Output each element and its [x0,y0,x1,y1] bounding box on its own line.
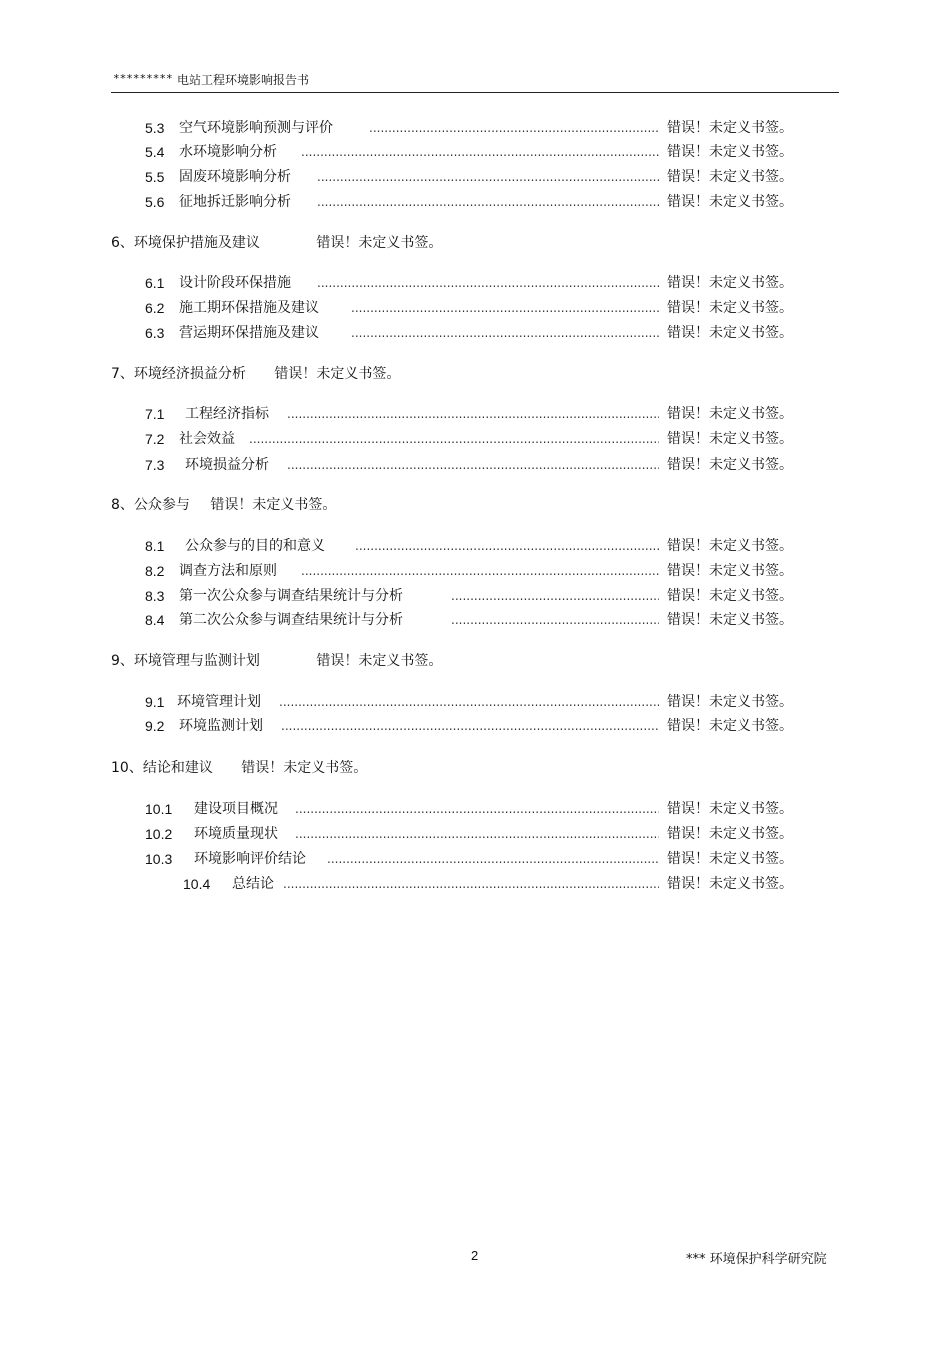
toc-leader [317,192,659,212]
toc-entry-number: 6.3 [145,325,165,341]
toc-chapter-error: 错误！未定义书签。 [210,497,337,513]
toc-chapter-label: 7、环境经济损益分析 [111,366,246,382]
toc-entry-label: 施工期环保措施及建议 [179,300,319,316]
page-header [111,66,839,93]
toc-leader [301,561,659,581]
toc-leader [327,849,659,869]
toc-entry-number: 9.1 [145,694,165,710]
toc-entry-label: 水环境影响分析 [179,144,277,160]
toc-entry[interactable] [145,142,805,162]
page-number: 2 [471,1248,479,1263]
toc-entry-label: 总结论 [232,876,274,892]
toc-entry[interactable] [145,849,805,869]
toc-entry-error: 错误！未定义书签。 [667,431,793,447]
toc-chapter-error: 错误！未定义书签。 [241,760,368,776]
toc-entry-error: 错误！未定义书签。 [667,876,793,892]
toc-entry-label: 第一次公众参与调查结果统计与分析 [179,588,403,604]
toc-entry-label: 第二次公众参与调查结果统计与分析 [179,612,403,628]
toc-chapter[interactable] [111,495,336,515]
toc-entry-number: 8.2 [145,563,165,579]
toc-entry-number: 10.3 [145,851,173,867]
toc-entry-error: 错误！未定义书签。 [667,194,793,210]
header-title: 电站工程环境影响报告书 [177,73,310,87]
toc-entry-error: 错误！未定义书签。 [667,325,793,341]
toc-entry[interactable] [145,192,805,212]
toc-entry-error: 错误！未定义书签。 [667,120,793,136]
toc-leader [279,692,659,712]
toc-chapter[interactable] [111,364,400,384]
toc-entry-label: 设计阶段环保措施 [179,275,291,291]
toc-entry-error: 错误！未定义书签。 [667,300,793,316]
toc-entry[interactable] [145,429,805,449]
toc-entry-label: 环境损益分析 [185,457,269,473]
toc-entry[interactable] [145,824,805,844]
toc-entry[interactable] [145,610,805,630]
toc-leader [451,586,659,606]
toc-chapter-error: 错误！未定义书签。 [316,235,443,251]
toc-leader [351,323,659,343]
toc-leader [317,273,659,293]
toc-entry-number: 10.2 [145,826,173,842]
toc-entry-number: 9.2 [145,718,165,734]
toc-entry-error: 错误！未定义书签。 [667,801,793,817]
toc-entry-error: 错误！未定义书签。 [667,406,793,422]
toc-entry-error: 错误！未定义书签。 [667,718,793,734]
toc-entry-label: 工程经济指标 [185,406,269,422]
toc-entry[interactable] [145,323,805,343]
toc-entry[interactable] [183,874,805,894]
toc-entry[interactable] [145,167,805,187]
toc-entry-number: 7.1 [145,406,165,422]
toc-entry-label: 调查方法和原则 [179,563,277,579]
toc-chapter-label: 6、环境保护措施及建议 [111,235,260,251]
toc-chapter[interactable] [111,651,442,671]
toc-entry-error: 错误！未定义书签。 [667,538,793,554]
toc-chapter-label: 9、环境管理与监测计划 [111,653,260,669]
toc-chapter[interactable] [111,233,442,253]
toc-entry-number: 10.1 [145,801,173,817]
toc-chapter-error: 错误！未定义书签。 [316,653,443,669]
toc-leader [317,167,659,187]
toc-leader [281,716,659,736]
toc-entry-error: 错误！未定义书签。 [667,563,793,579]
toc-entry-label: 环境质量现状 [194,826,278,842]
toc-entry-label: 空气环境影响预测与评价 [179,120,333,136]
toc-entry-error: 错误！未定义书签。 [667,457,793,473]
toc-entry[interactable] [145,536,805,556]
toc-entry[interactable] [145,455,805,475]
toc-entry[interactable] [145,561,805,581]
toc-entry[interactable] [145,799,805,819]
toc-entry[interactable] [145,118,805,138]
toc-leader [451,610,659,630]
toc-leader [351,298,659,318]
toc-entry-number: 5.3 [145,120,165,136]
toc-chapter-label: 10、结论和建议 [111,760,213,776]
toc-entry-number: 8.1 [145,538,165,554]
toc-entry-label: 环境监测计划 [179,718,263,734]
toc-leader [355,536,659,556]
toc-leader [283,874,659,894]
toc-leader [249,429,659,449]
toc-entry-number: 5.4 [145,144,165,160]
toc-entry-label: 环境影响评价结论 [194,851,306,867]
toc-entry-number: 6.1 [145,275,165,291]
toc-entry-label: 社会效益 [179,431,235,447]
footer-organization: *** 环境保护科学研究院 [686,1252,827,1267]
toc-entry-error: 错误！未定义书签。 [667,275,793,291]
toc-entry-label: 营运期环保措施及建议 [179,325,319,341]
toc-entry-number: 8.3 [145,588,165,604]
toc-entry[interactable] [145,586,805,606]
toc-leader [287,455,659,475]
toc-entry-label: 公众参与的目的和意义 [185,538,325,554]
toc-entry-number: 7.3 [145,457,165,473]
toc-entry[interactable] [145,716,805,736]
toc-entry-label: 建设项目概况 [194,801,278,817]
toc-leader [287,404,659,424]
toc-entry-number: 5.6 [145,194,165,210]
toc-chapter-error: 错误！未定义书签。 [274,366,401,382]
toc-entry-number: 8.4 [145,612,165,628]
toc-entry[interactable] [145,298,805,318]
toc-entry-label: 环境管理计划 [177,694,261,710]
toc-entry-number: 5.5 [145,169,165,185]
toc-entry-error: 错误！未定义书签。 [667,612,793,628]
toc-entry-error: 错误！未定义书签。 [667,826,793,842]
toc-entry-label: 征地拆迁影响分析 [179,194,291,210]
toc-entry-number: 7.2 [145,431,165,447]
toc-entry-error: 错误！未定义书签。 [667,169,793,185]
header-stars: ********* [113,72,173,85]
toc-entry-label: 固废环境影响分析 [179,169,291,185]
toc-leader [295,799,659,819]
toc-chapter-label: 8、公众参与 [111,497,190,513]
toc-entry-error: 错误！未定义书签。 [667,588,793,604]
toc-leader [369,118,659,138]
toc-leader [301,142,659,162]
toc-leader [295,824,659,844]
toc-entry-error: 错误！未定义书签。 [667,851,793,867]
toc-entry[interactable] [145,404,805,424]
toc-entry-number: 6.2 [145,300,165,316]
toc-entry-error: 错误！未定义书签。 [667,694,793,710]
toc-entry[interactable] [145,273,805,293]
toc-chapter[interactable] [111,758,367,778]
toc-entry-error: 错误！未定义书签。 [667,144,793,160]
toc-entry-number: 10.4 [183,876,211,892]
toc-entry[interactable] [145,692,805,712]
